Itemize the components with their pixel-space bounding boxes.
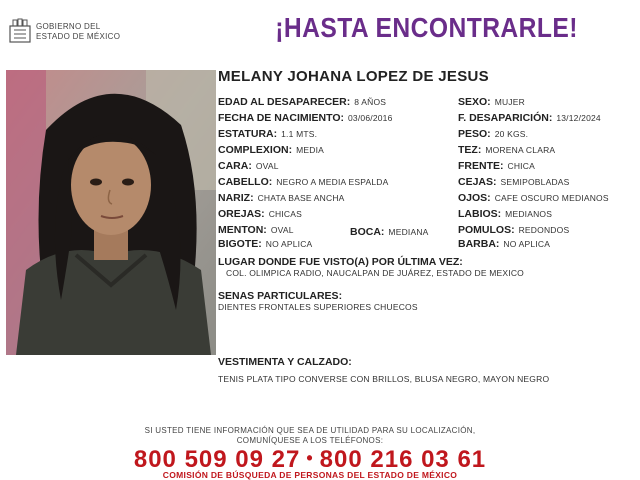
field-boca: BOCA: MEDIANA xyxy=(350,226,429,238)
field-barba: BARBA: NO APLICA xyxy=(458,238,551,250)
field-edad: EDAD AL DESAPARECER: 8 AÑOS xyxy=(218,96,387,108)
field-cejas: CEJAS: SEMIPOBLADAS xyxy=(458,176,570,188)
field-labios: LABIOS: MEDIANOS xyxy=(458,208,553,220)
commission-name: COMISIÓN DE BÚSQUEDA DE PERSONAS DEL ESTADO DE MÉXICO xyxy=(162,470,458,480)
gov-logo-line1: GOBIERNO DEL xyxy=(36,22,101,31)
field-sexo: SEXO: MUJER xyxy=(458,96,525,108)
field-menton: MENTON: OVAL xyxy=(218,224,294,236)
government-logo xyxy=(8,18,128,48)
field-tez: TEZ: MORENA CLARA xyxy=(458,144,556,156)
field-cabello: CABELLO: NEGRO A MEDIA ESPALDA xyxy=(218,176,389,188)
field-pomulos: POMULOS: REDONDOS xyxy=(458,224,570,236)
field-desaparicion: F. DESAPARICIÓN: 13/12/2024 xyxy=(458,112,601,124)
field-orejas: OREJAS: CHICAS xyxy=(218,208,303,220)
field-ojos: OJOS: CAFE OSCURO MEDIANOS xyxy=(458,192,609,204)
gov-logo-line2: ESTADO DE MÉXICO xyxy=(36,32,121,41)
clothing-value: TENIS PLATA TIPO CONVERSE CON BRILLOS, BLUSA NEGRO, MAYON NEGRO xyxy=(218,374,550,384)
marks-value: DIENTES FRONTALES SUPERIORES CHUECOS xyxy=(218,302,418,312)
field-estatura: ESTATURA: 1.1 MTS. xyxy=(218,128,318,140)
headline: ¡HASTA ENCONTRARLE! xyxy=(275,12,578,43)
field-nacimiento: FECHA DE NACIMIENTO: 03/06/2016 xyxy=(218,112,393,124)
person-name: MELANY JOHANA LOPEZ DE JESUS xyxy=(218,68,489,85)
field-nariz: NARIZ: CHATA BASE ANCHA xyxy=(218,192,345,204)
phone-separator: • xyxy=(306,448,314,468)
field-complexion: COMPLEXION: MEDIA xyxy=(218,144,325,156)
clothing-label: VESTIMENTA Y CALZADO: xyxy=(218,356,352,368)
last-seen-value: COL. OLIMPICA RADIO, NAUCALPAN DE JUÁREZ, ESTADO DE MEXICO xyxy=(226,268,524,278)
phone-number-2[interactable]: 800 216 03 61 xyxy=(319,446,487,473)
field-cara: CARA: OVAL xyxy=(218,160,279,172)
contact-note-line1: SI USTED TIENE INFORMACIÓN QUE SEA DE UTILIDAD PARA SU LOCALIZACIÓN, xyxy=(144,426,476,435)
child-portrait-image xyxy=(6,70,216,355)
last-seen-label: LUGAR DONDE FUE VISTO(A) POR ÚLTIMA VEZ: xyxy=(218,256,463,268)
phone-number-1[interactable]: 800 509 09 27 xyxy=(133,446,301,473)
field-peso: PESO: 20 KGS. xyxy=(458,128,529,140)
contact-note-line2: COMUNÍQUESE A LOS TELÉFONOS: xyxy=(236,436,384,445)
marks-label: SENAS PARTICULARES: xyxy=(218,290,343,302)
field-frente: FRENTE: CHICA xyxy=(458,160,535,172)
person-photo xyxy=(6,70,216,355)
state-seal-icon xyxy=(8,18,32,44)
field-bigote: BIGOTE: NO APLICA xyxy=(218,238,313,250)
